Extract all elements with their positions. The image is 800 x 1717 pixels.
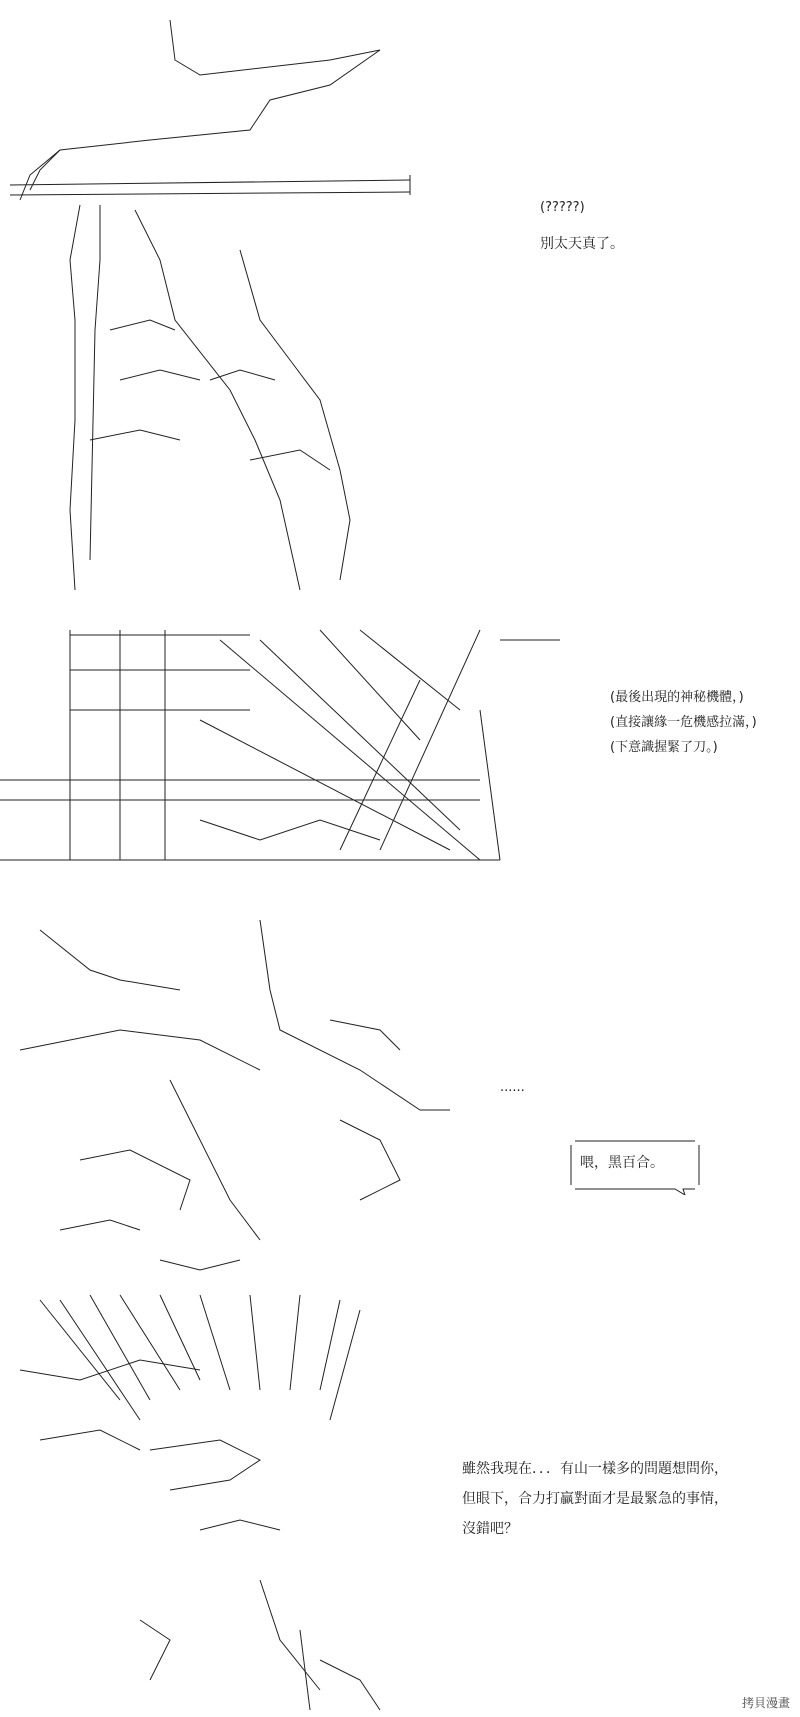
panel4-dialogue-2: 但眼下，合力打贏對面才是最緊急的事情， [462,1491,728,1507]
ascii-art-figure-sword [0,0,800,600]
panel3-dialogue: 喂，黑百合。 [580,1155,664,1171]
panel3-ellipsis: ...... [500,1080,525,1095]
panel2-narration-3: (下意識握緊了刀。) [610,740,718,755]
panel-4 [0,1280,800,1717]
panel2-narration-1: (最後出現的神秘機體，) [610,690,744,705]
ascii-art-robot-crouching [0,880,800,1280]
panel2-narration-2: (直接讓緣一危機感拉滿，) [610,715,757,730]
panel4-dialogue-3: 沒錯吧？ [462,1521,518,1537]
panel-2 [0,600,800,880]
panel-1 [0,0,800,600]
panel-3 [0,880,800,1280]
panel4-dialogue-1: 雖然我現在．．．有山一樣多的問題想問你， [462,1461,728,1477]
panel1-thought: (?????) [540,200,585,215]
watermark: 拷貝漫畫 [741,1696,790,1710]
panel1-dialogue: 別太天真了。 [540,236,624,252]
